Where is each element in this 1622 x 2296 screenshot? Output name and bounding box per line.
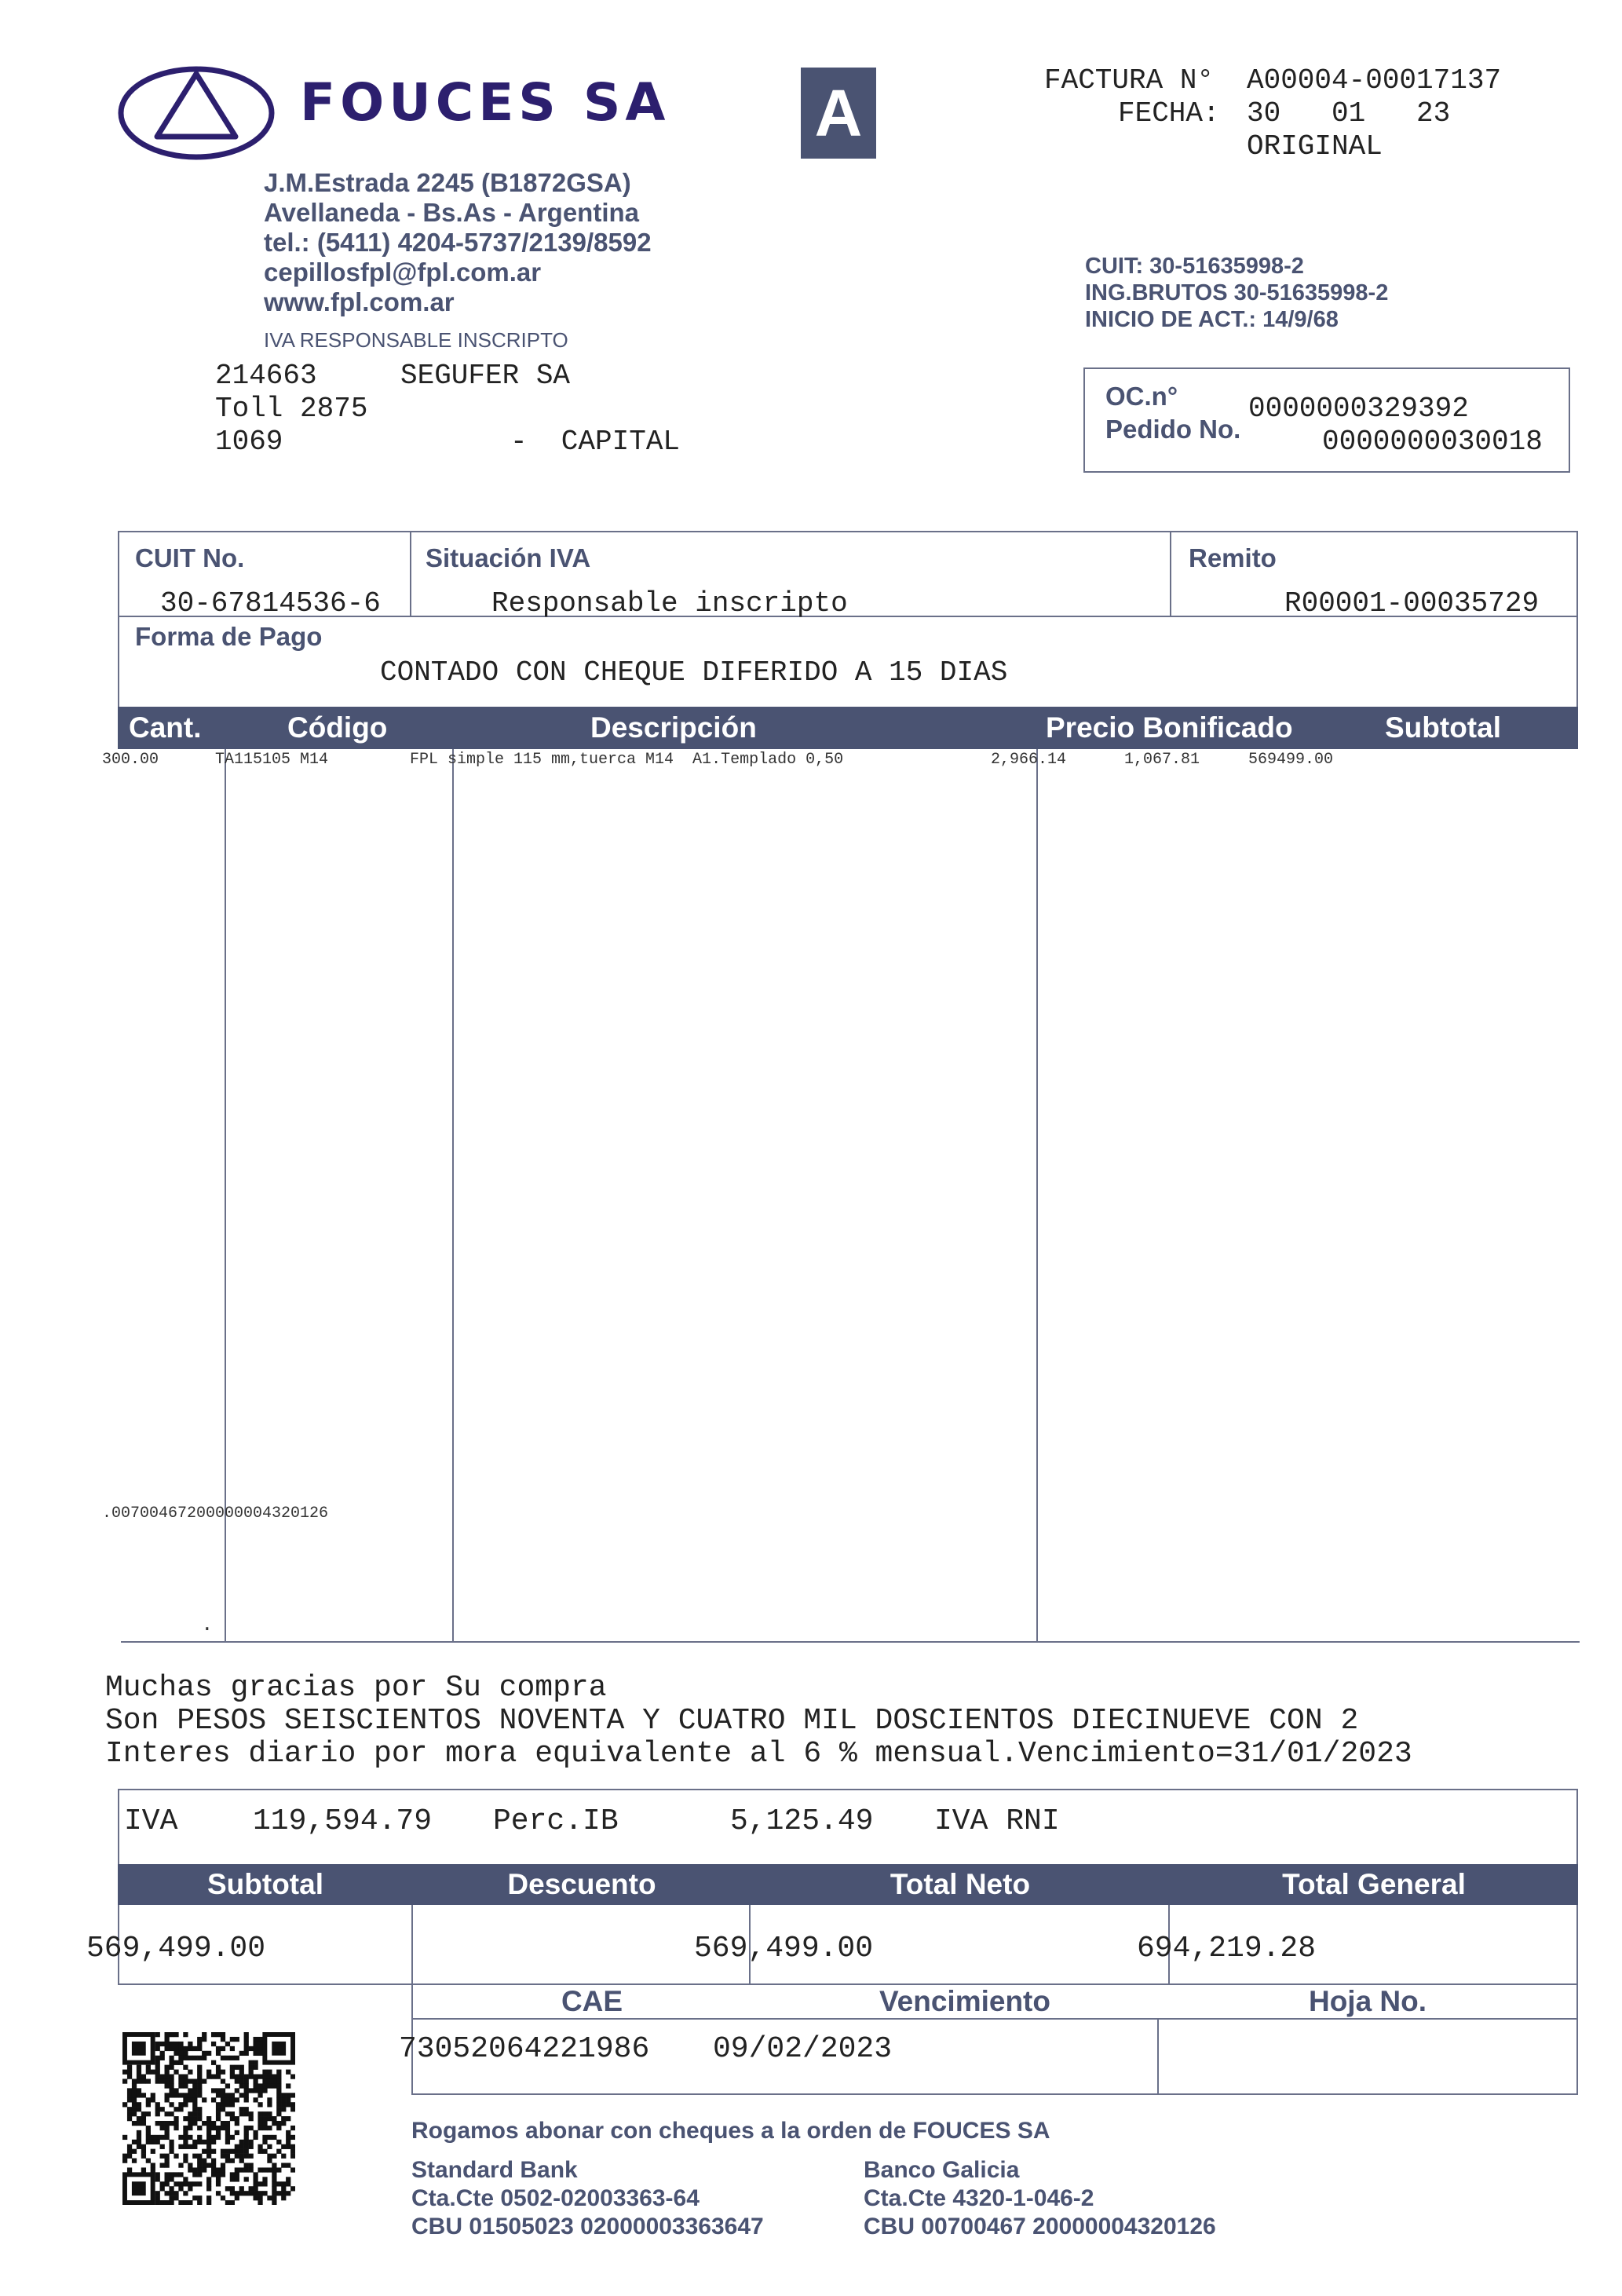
website-line: www.fpl.com.ar (264, 287, 455, 316)
factura-number: A00004-00017137 (1247, 64, 1502, 97)
company-logo-icon (118, 64, 275, 162)
col-subtotal: Subtotal (1385, 711, 1501, 744)
perc-ib-label: Perc.IB (493, 1804, 619, 1838)
invoice-type-letter: A (801, 68, 876, 159)
total-neto-value: 569,499.00 (694, 1932, 874, 1965)
interest-note: Interes diario por mora equivalente al 6 % mensual.Vencimiento=31/01/2023 (105, 1737, 1412, 1771)
address-line: J.M.Estrada 2245 (B1872GSA) (264, 168, 631, 197)
cae-label: CAE (561, 1985, 623, 2017)
item-subtotal: 569499.00 (1248, 751, 1334, 769)
qr-code-icon (122, 2032, 295, 2205)
amount-in-words: Son PESOS SEISCIENTOS NOVENTA Y CUATRO MIL DOSCIENTOS DIECINUEVE CON 2 (105, 1704, 1359, 1738)
hoja-label: Hoja No. (1308, 1985, 1427, 2017)
cuit-label: CUIT No. (135, 543, 245, 572)
oc-value: 0000000329392 (1248, 393, 1469, 425)
bank-standard (411, 2156, 764, 2241)
bank-cbu: CBU 00700467 20000004320126 (864, 2214, 1216, 2239)
divider (411, 1905, 413, 1985)
bank-cbu: CBU 01505023 02000003363647 (411, 2214, 764, 2239)
pedido-label: Pedido No. (1105, 415, 1241, 444)
bank-name: Standard Bank (411, 2157, 578, 2183)
perc-ib-value: 5,125.49 (730, 1804, 874, 1838)
divider (1157, 2018, 1159, 2095)
divider (411, 2018, 1578, 2020)
col-subtotal: Subtotal (207, 1868, 323, 1900)
item-cant: 300.00 (102, 751, 159, 769)
iva-label: IVA (124, 1804, 178, 1838)
cae-number: 73052064221986 (399, 2032, 650, 2066)
company-cuit: CUIT: 30-51635998-2 (1085, 254, 1304, 279)
col-precio: Precio Bonificado (1046, 711, 1293, 744)
customer-postal-code: 1069 (215, 426, 283, 458)
fecha-value: 30 01 23 (1247, 97, 1451, 130)
iva-condition: IVA RESPONSABLE INSCRIPTO (264, 328, 568, 352)
item-precio-lista: 2,966.14 (991, 751, 1067, 769)
col-total-general: Total General (1282, 1868, 1466, 1900)
company-address (264, 168, 652, 317)
bank-account: Cta.Cte 0502-02003363-64 (411, 2185, 700, 2211)
thanks-message: Muchas gracias por Su compra (105, 1671, 607, 1705)
oc-label: OC.n° (1105, 382, 1178, 411)
email-line: cepillosfpl@fpl.com.ar (264, 258, 542, 287)
col-codigo: Código (287, 711, 388, 744)
payment-instructions: Rogamos abonar con cheques a la orden de FOUCES SA (411, 2118, 1050, 2144)
company-ing-brutos: ING.BRUTOS 30-51635998-2 (1085, 280, 1389, 305)
cae-vencimiento: 09/02/2023 (713, 2032, 893, 2066)
address-line: Avellaneda - Bs.As - Argentina (264, 198, 640, 227)
customer-code: 214663 (215, 360, 317, 392)
copy-label: ORIGINAL (1247, 130, 1383, 163)
company-tax-info (1085, 253, 1388, 333)
factura-label: FACTURA N° (1044, 64, 1215, 97)
item-descripcion: FPL simple 115 mm,tuerca M14 A1.Templado 0,50 (410, 751, 844, 769)
customer-city: - CAPITAL (510, 426, 681, 458)
cuit-value: 30-67814536-6 (160, 587, 381, 620)
phone-line: tel.: (5411) 4204-5737/2139/8592 (264, 228, 652, 257)
item-codigo: TA115105 M14 (215, 751, 329, 769)
forma-pago-label: Forma de Pago (135, 622, 323, 651)
col-descripcion: Descripción (590, 711, 757, 744)
remito-value: R00001-00035729 (1284, 587, 1540, 620)
divider (1170, 531, 1171, 617)
situacion-iva-value: Responsable inscripto (491, 587, 848, 620)
company-inicio-act: INICIO DE ACT.: 14/9/68 (1085, 307, 1339, 332)
total-general-value: 694,219.28 (1137, 1932, 1317, 1965)
item-precio: 1,067.81 (1124, 751, 1200, 769)
pedido-value: 0000000030018 (1322, 426, 1543, 458)
forma-pago-value: CONTADO CON CHEQUE DIFERIDO A 15 DIAS (380, 656, 1008, 689)
fecha-label: FECHA: (1118, 97, 1220, 130)
subtotal-value: 569,499.00 (86, 1932, 266, 1965)
customer-name: SEGUFER SA (400, 360, 571, 392)
divider (410, 531, 411, 617)
divider (121, 1641, 1580, 1643)
col-descuento: Descuento (507, 1868, 656, 1900)
col-total-neto: Total Neto (890, 1868, 1031, 1900)
divider (452, 749, 454, 1641)
remito-label: Remito (1189, 543, 1277, 572)
bank-account: Cta.Cte 4320-1-046-2 (864, 2185, 1094, 2211)
iva-rni-label: IVA RNI (934, 1804, 1060, 1838)
customer-street: Toll 2875 (215, 393, 368, 425)
situacion-iva-label: Situación IVA (426, 543, 591, 572)
cbu-reference: .00700467200000004320126 (102, 1504, 329, 1523)
dot-mark: . (201, 1613, 214, 1636)
divider (1036, 749, 1038, 1641)
iva-value: 119,594.79 (253, 1804, 433, 1838)
items-header (118, 707, 1578, 749)
bank-galicia (864, 2156, 1216, 2241)
company-name: FOUCES SA (300, 72, 670, 133)
vencimiento-label: Vencimiento (879, 1985, 1050, 2017)
col-cant: Cant. (129, 711, 202, 744)
bank-name: Banco Galicia (864, 2157, 1020, 2183)
totals-header (118, 1864, 1578, 1905)
